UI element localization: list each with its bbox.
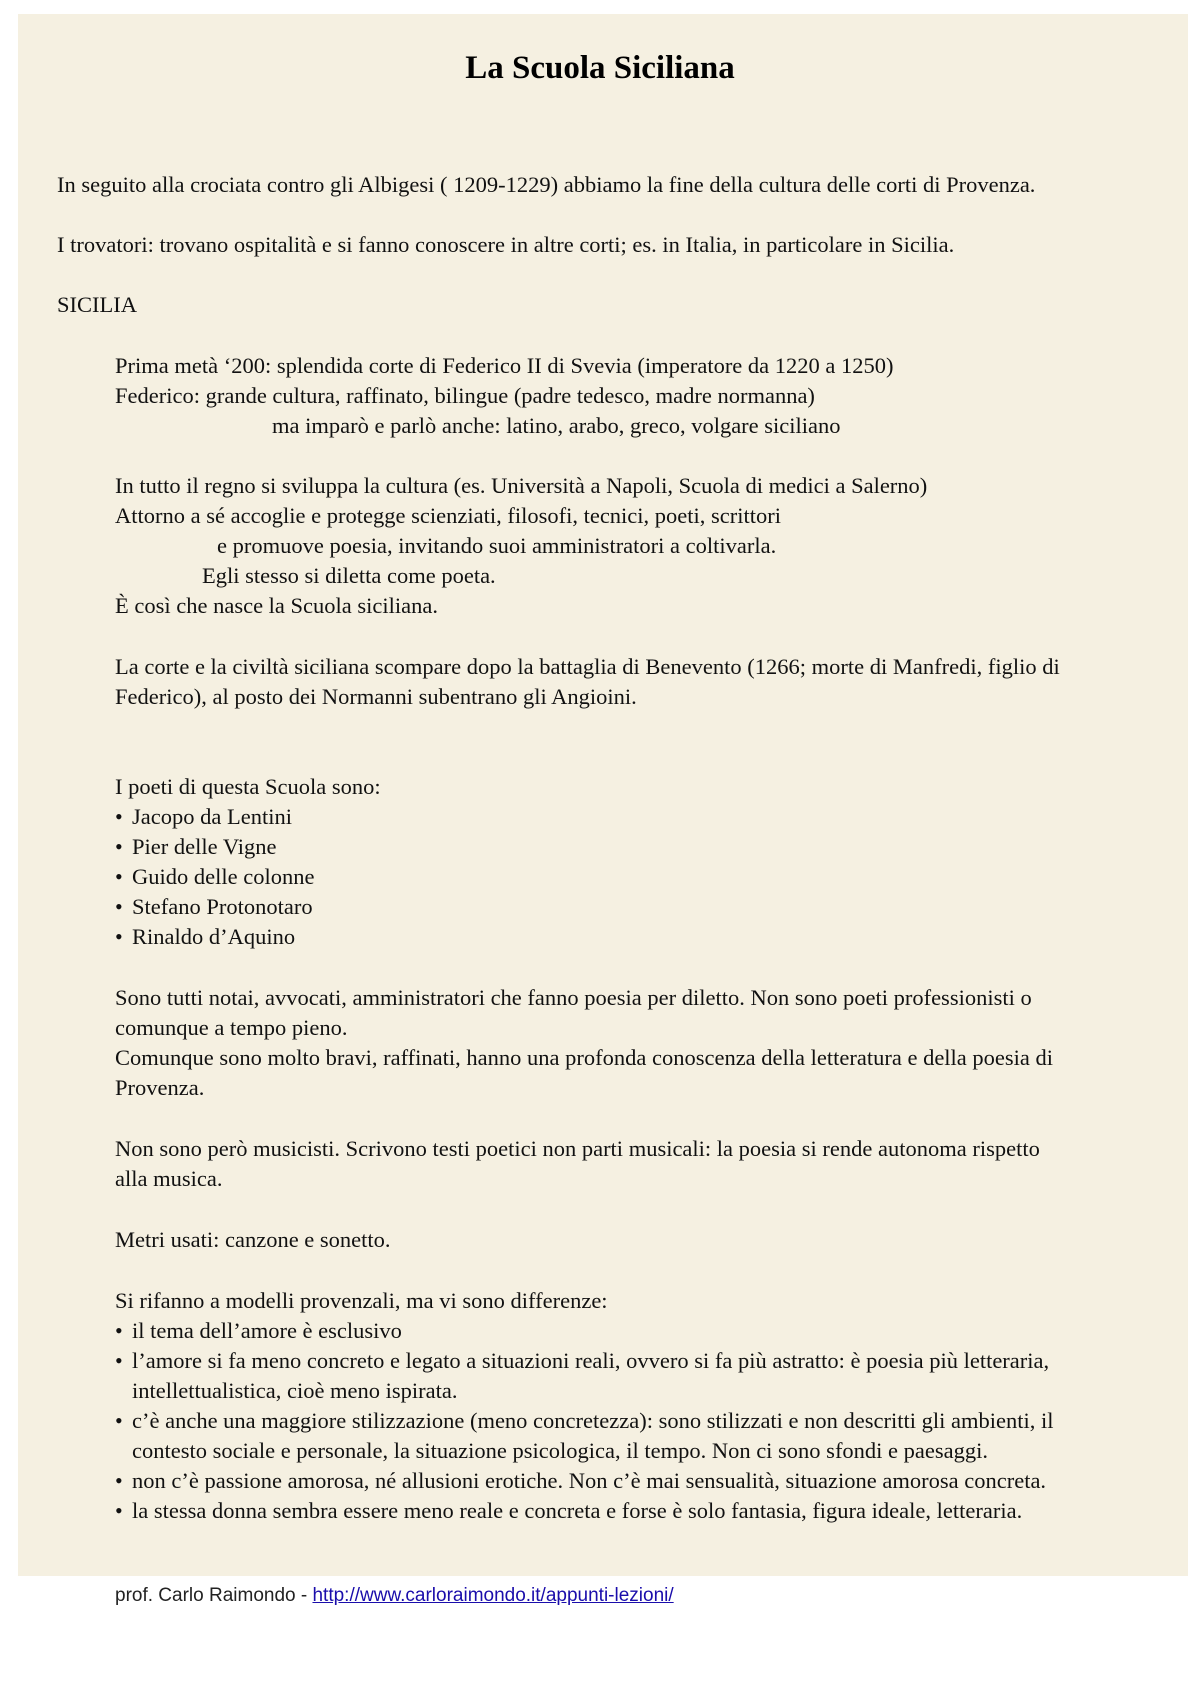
notai-line-1: Sono tutti notai, avvocati, amministratori che fanno poesia per diletto. Non sono poeti professionisti o [115,985,1032,1010]
bullet-icon: • [115,834,123,859]
federico-line-3: ma imparò e parlò anche: latino, arabo, greco, volgare siciliano [272,413,841,438]
list-item: Stefano Protonotaro [132,894,313,919]
federico-line-1: Prima metà ‘200: splendida corte di Federico II di Svevia (imperatore da 1220 a 1250) [115,353,894,378]
regno-line-4: Egli stesso si diletta come poeta. [202,563,496,588]
regno-line-3: e promuove poesia, invitando suoi amministratori a coltivarla. [217,533,777,558]
list-item: Rinaldo d’Aquino [132,924,296,949]
list-item: c’è anche una maggiore stilizzazione (meno concretezza): sono stilizzati e non descritti gli ambienti, il [132,1408,1054,1433]
bullet-icon: • [115,864,123,889]
section-heading: SICILIA [57,292,137,317]
musicisti-line-2: alla musica. [115,1166,223,1191]
regno-line-2: Attorno a sé accoglie e protegge scienziati, filosofi, tecnici, poeti, scrittori [115,503,782,528]
poets-intro: I poeti di questa Scuola sono: [115,774,381,799]
list-item: l’amore si fa meno concreto e legato a situazioni reali, ovvero si fa più astratto: è poesia più letteraria, [132,1348,1050,1373]
regno-line-1: In tutto il regno si sviluppa la cultura (es. Università a Napoli, Scuola di medici a Salerno) [115,473,928,498]
footer-author: prof. Carlo Raimondo - [115,1585,313,1606]
fine-line-2: Federico), al posto dei Normanni subentrano gli Angioini. [115,684,637,709]
notai-line-4: Provenza. [115,1075,205,1100]
bullet-icon: • [115,1468,123,1493]
differenze-intro: Si rifanno a modelli provenzali, ma vi sono differenze: [115,1288,608,1313]
bullet-icon: • [115,1348,123,1373]
bullet-icon: • [115,1318,123,1343]
metri-line: Metri usati: canzone e sonetto. [115,1227,391,1252]
bullet-icon: • [115,1408,123,1433]
intro-paragraph-2: I trovatori: trovano ospitalità e si fanno conoscere in altre corti; es. in Italia, in particolare in Sicilia. [57,232,955,257]
federico-line-2: Federico: grande cultura, raffinato, bilingue (padre tedesco, madre normanna) [115,383,815,408]
notai-line-3: Comunque sono molto bravi, raffinati, hanno una profonda conoscenza della letteratura e della poesia di [115,1045,1054,1070]
intro-paragraph-1: In seguito alla crociata contro gli Albigesi ( 1209-1229) abbiamo la fine della cultura delle corti di Provenza. [57,172,1036,197]
list-item: Guido delle colonne [132,864,315,889]
list-item: non c’è passione amorosa, né allusioni erotiche. Non c’è mai sensualità, situazione amorosa concreta. [132,1468,1047,1493]
notai-line-2: comunque a tempo pieno. [115,1015,348,1040]
musicisti-line-1: Non sono però musicisti. Scrivono testi poetici non parti musicali: la poesia si rende autonoma rispetto [115,1136,1040,1161]
footer-link[interactable]: http://www.carloraimondo.it/appunti-lezioni/ [312,1585,674,1606]
list-item: Jacopo da Lentini [132,804,292,829]
bullet-icon: • [115,804,123,829]
regno-line-5: È così che nasce la Scuola siciliana. [115,593,438,618]
list-item: il tema dell’amore è esclusivo [132,1318,402,1343]
bullet-icon: • [115,1498,123,1523]
list-item-continuation: intellettualistica, cioè meno ispirata. [132,1378,458,1403]
bullet-icon: • [115,894,123,919]
list-item: Pier delle Vigne [132,834,277,859]
page-footer [115,1584,674,1608]
list-item-continuation: contesto sociale e personale, la situazione psicologica, il tempo. Non ci sono sfondi e paesaggi. [132,1438,989,1463]
list-item: la stessa donna sembra essere meno reale e concreta e forse è solo fantasia, figura ideale, letteraria. [132,1498,1023,1523]
fine-line-1: La corte e la civiltà siciliana scompare dopo la battaglia di Benevento (1266; morte di Manfredi, figlio di [115,654,1060,679]
page-title: La Scuola Siciliana [465,50,735,86]
bullet-icon: • [115,924,123,949]
